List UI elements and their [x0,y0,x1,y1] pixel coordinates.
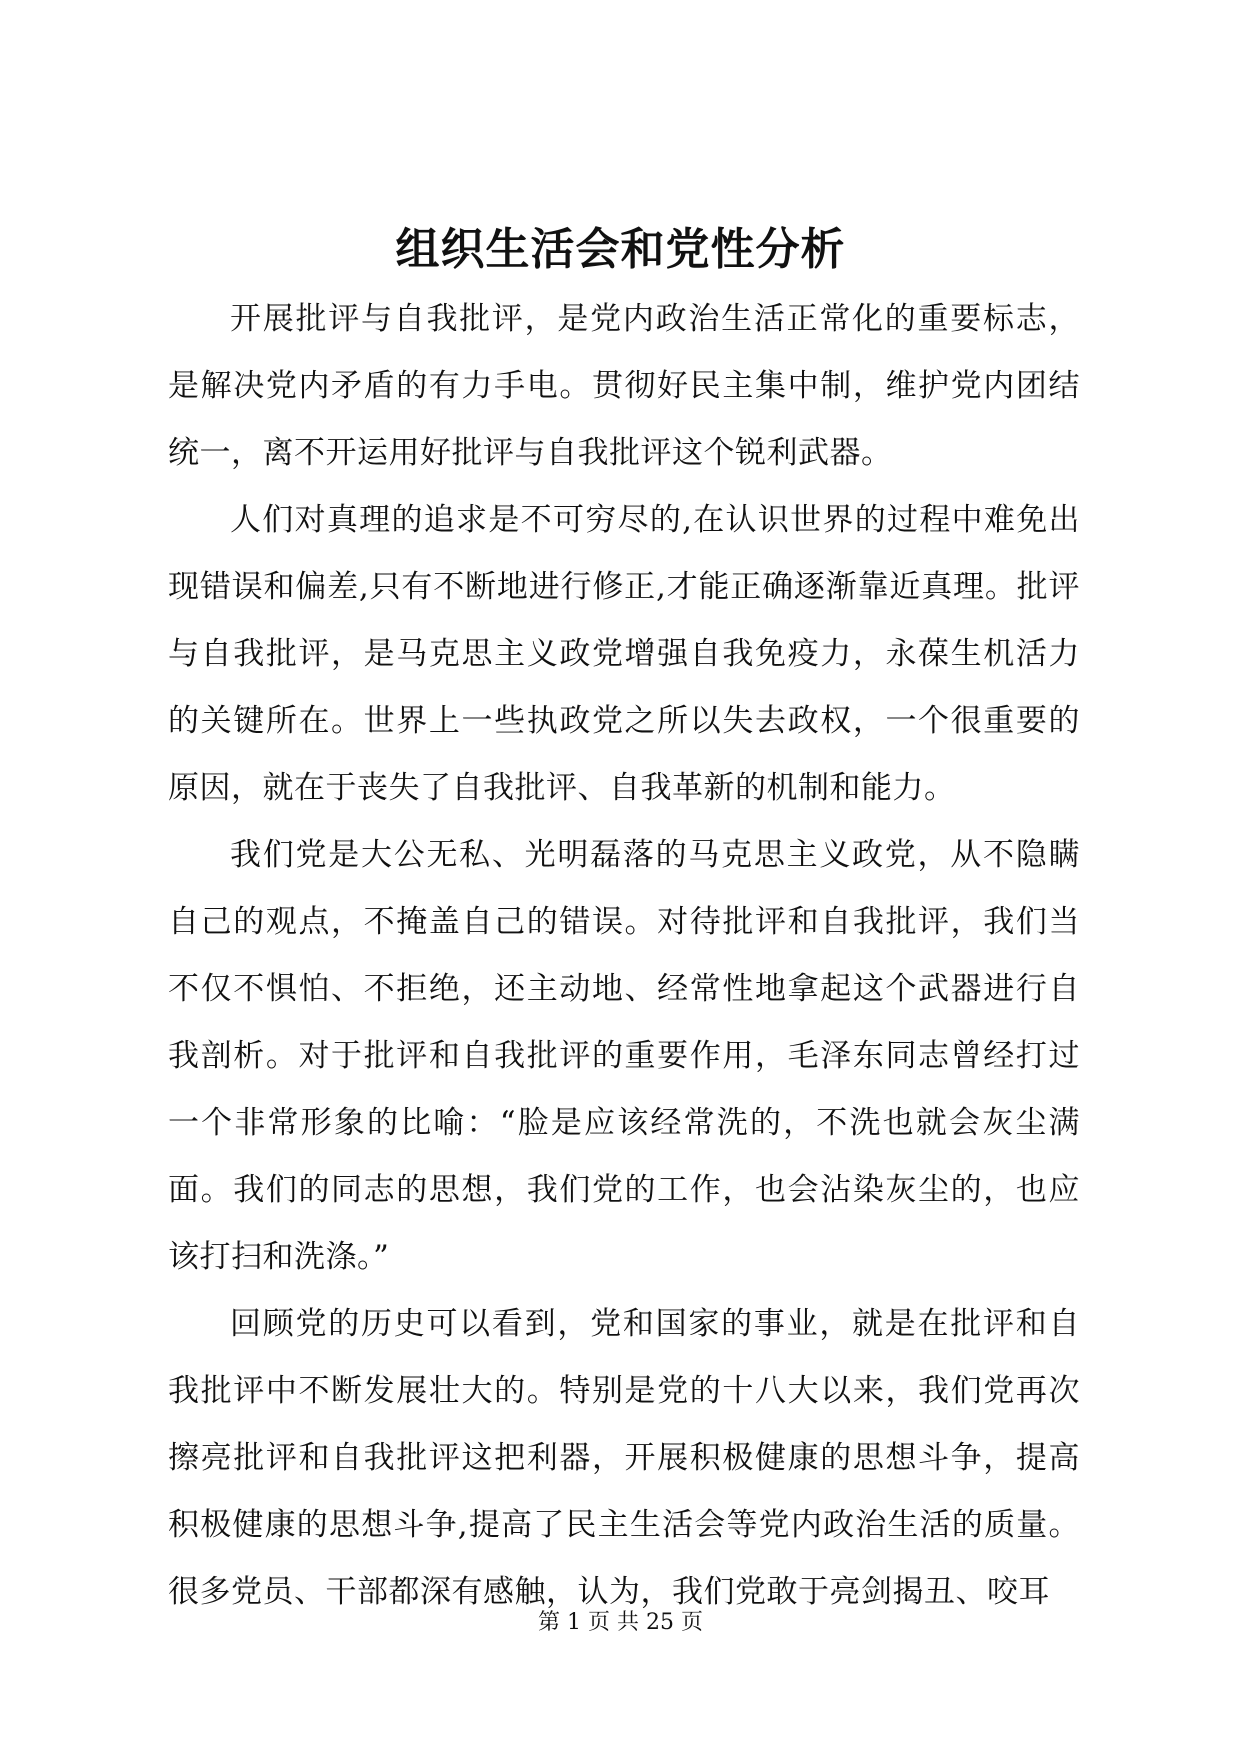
paragraph-1: 开展批评与自我批评，是党内政治生活正常化的重要标志，是解决党内矛盾的有力手电。贯彻好民主集中制，维护党内团结统一，离不开运用好批评与自我批评这个锐利武器。 [168,301,1080,471]
paragraph-4: 回顾党的历史可以看到，党和国家的事业，就是在批评和自我批评中不断发展壮大的。特别是党的十八大以来，我们党再次擦亮批评和自我批评这把利器，开展积极健康的思想斗争，提高积极健康的思想斗争,提高了民主生活会等党内政治生活的质量。很多党员、干部都深有感触，认为，我们党敢于亮剑揭丑、咬耳 [168,1306,1080,1610]
document-body [168,286,1080,1626]
paragraph-3: 我们党是大公无私、光明磊落的马克思主义政党，从不隐瞒自己的观点，不掩盖自己的错误。对待批评和自我批评，我们当不仅不惧怕、不拒绝，还主动地、经常性地拿起这个武器进行自我剖析。对于批评和自我批评的重要作用，毛泽东同志曾经打过一个非常形象的比喻：“脸是应该经常洗的，不洗也就会灰尘满面。我们的同志的思想，我们党的工作，也会沾染灰尘的，也应该打扫和洗涤。” [168,837,1080,1275]
paragraph-2: 人们对真理的追求是不可穷尽的,在认识世界的过程中难免出现错误和偏差,只有不断地进行修正,才能正确逐渐靠近真理。批评与自我批评，是马克思主义政党增强自我免疫力，永葆生机活力的关键所在。世界上一些执政党之所以失去政权，一个很重要的原因，就在于丧失了自我批评、自我革新的机制和能力。 [168,502,1080,806]
page-footer: 第 1 页 共 25 页 [538,1610,703,1635]
document-title: 组织生活会和党性分析 [395,224,846,275]
